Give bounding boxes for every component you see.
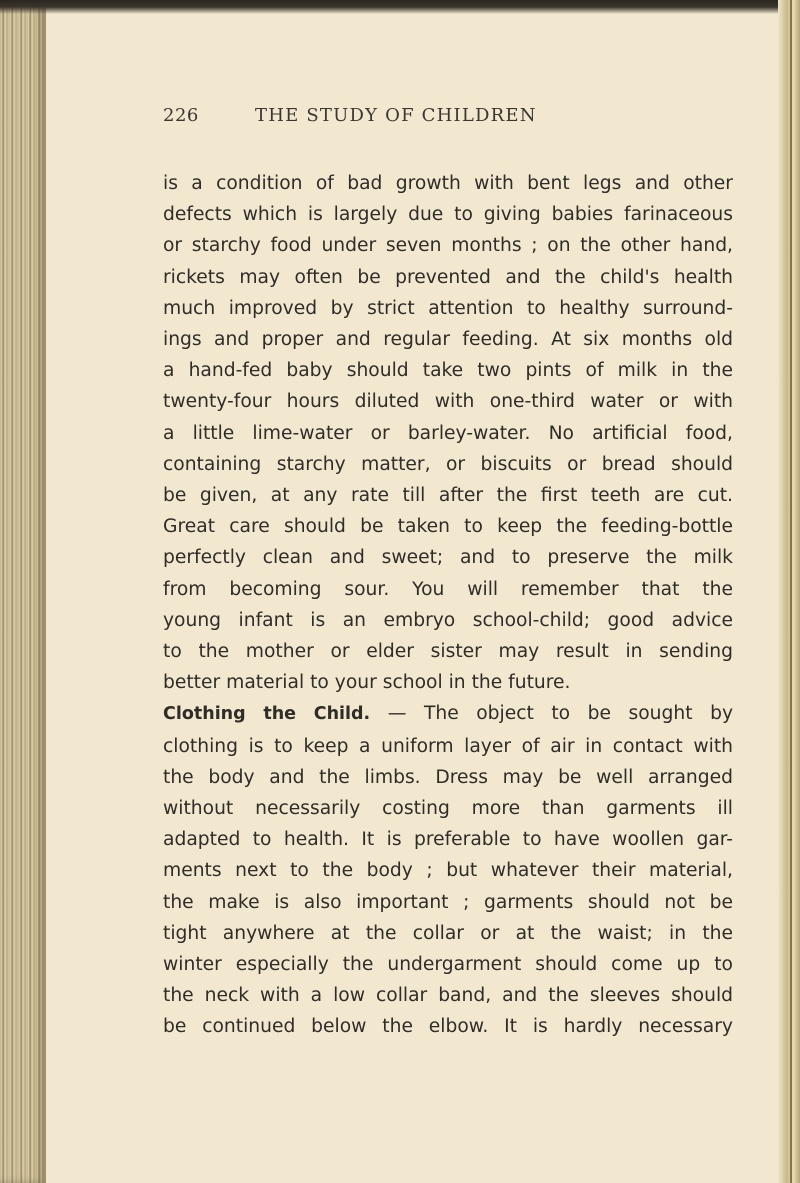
text-line: ments next to the body ; but whatever their material, (163, 860, 733, 882)
text-line: a little lime-water or barley-water. No artificial food, (163, 422, 733, 444)
text-line: ings and proper and regular feeding. At six months old (163, 329, 733, 351)
top-page-edge (0, 0, 800, 14)
text-line: containing starchy matter, or biscuits or bread should (163, 453, 733, 475)
text-line: rickets may often be prevented and the child's health (163, 266, 733, 288)
text-line: clothing is to keep a uniform layer of air in contact with (163, 735, 733, 757)
text-line: be given, at any rate till after the first teeth are cut. (163, 485, 733, 507)
text-line: be continued below the elbow. It is hardly necessary (163, 1016, 733, 1038)
section-heading: Clothing the Child. (163, 704, 371, 725)
page-header (163, 105, 723, 126)
heading-line-text: — The object to be sought by (370, 703, 733, 725)
text-line: is a condition of bad growth with bent legs and other (163, 173, 733, 194)
text-line: perfectly clean and sweet; and to preserve the milk (163, 547, 733, 569)
text-line: better material to your school in the future. (163, 672, 571, 694)
text-line: or starchy food under seven months ; on the other hand, (163, 235, 733, 257)
book-binding-edge (0, 0, 46, 1183)
text-line: the make is also important ; garments should not be (163, 891, 733, 913)
text-line: the body and the limbs. Dress may be well arranged (163, 766, 733, 788)
page-number: 226 (163, 105, 199, 126)
body-text (163, 168, 733, 1043)
text-line: adapted to health. It is preferable to have woollen gar- (163, 829, 733, 851)
text-line: Great care should be taken to keep the feeding-bottle (163, 516, 733, 538)
text-line: much improved by strict attention to healthy surround- (163, 297, 733, 319)
running-head: THE STUDY OF CHILDREN (255, 105, 537, 126)
section-heading-line (163, 698, 733, 730)
text-line: defects which is largely due to giving babies farinaceous (163, 204, 733, 226)
text-line: winter especially the undergarment should come up to (163, 954, 733, 976)
text-line: tight anywhere at the collar or at the waist; in the (163, 922, 733, 944)
text-line: to the mother or elder sister may result in sending (163, 641, 733, 663)
text-line: twenty-four hours diluted with one-third water or with (163, 391, 733, 413)
text-line: a hand-fed baby should take two pints of milk in the (163, 360, 733, 382)
text-line: young infant is an embryo school-child; good advice (163, 609, 733, 631)
text-line: the neck with a low collar band, and the sleeves should (163, 985, 733, 1007)
text-line: from becoming sour. You will remember that the (163, 578, 733, 600)
text-line: without necessarily costing more than garments ill (163, 798, 733, 820)
right-page-edge (778, 0, 800, 1183)
